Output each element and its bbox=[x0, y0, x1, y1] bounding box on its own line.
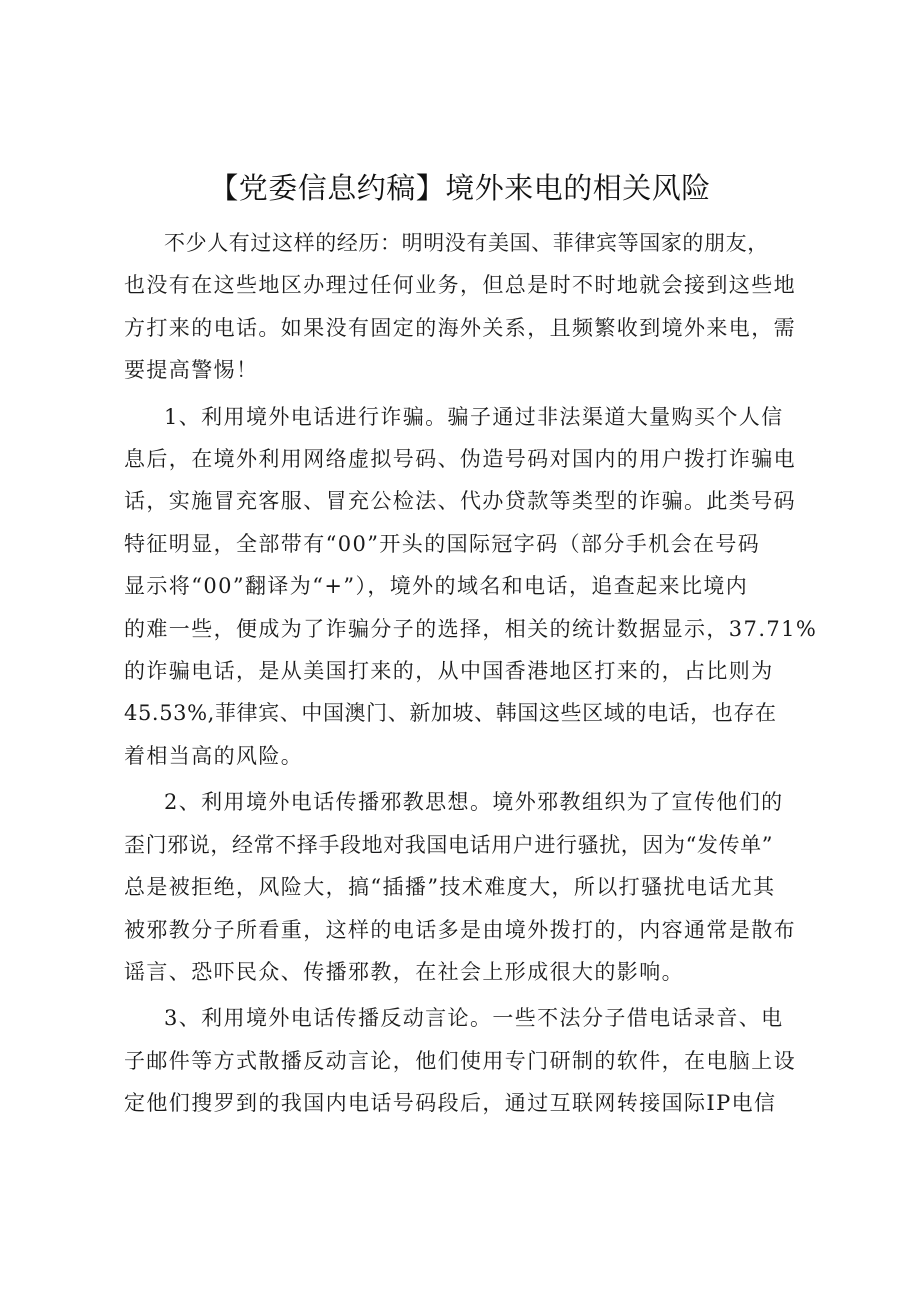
text-line: 谣言、恐吓民众、传播邪教，在社会上形成很大的影响。 bbox=[124, 959, 684, 984]
paragraph-intro bbox=[124, 222, 814, 392]
paragraph-propaganda bbox=[124, 997, 814, 1124]
text-line: 不少人有过这样的经历：明明没有美国、菲律宾等国家的朋友， bbox=[164, 231, 769, 255]
text-line: 定他们搜罗到的我国内电话号码段后，通过互联网转接国际IP电信 bbox=[124, 1091, 777, 1116]
text-line: 总是被拒绝，风险大，搞“插播”技术难度大，所以打骚扰电话尤其 bbox=[124, 875, 776, 900]
text-line: 要提高警惕！ bbox=[124, 358, 259, 383]
text-line: 话，实施冒充客服、冒充公检法、代办贷款等类型的诈骗。此类号码 bbox=[124, 489, 796, 514]
text-line: 方打来的电话。如果没有固定的海外关系，且频繁收到境外来电，需 bbox=[124, 315, 796, 340]
text-line: 息后，在境外利用网络虚拟号码、伪造号码对国内的用户拨打诈骗电 bbox=[124, 447, 796, 472]
text-line: 的诈骗电话，是从美国打来的，从中国香港地区打来的，占比则为 bbox=[124, 659, 774, 684]
text-line: 45.53%,菲律宾、中国澳门、新加坡、韩国这些区域的电话，也存在 bbox=[124, 701, 777, 726]
text-line: 也没有在这些地区办理过任何业务，但总是时不时地就会接到这些地 bbox=[124, 273, 796, 298]
document-title: 【党委信息约稿】境外来电的相关风险 bbox=[209, 171, 711, 205]
text-line: 的难一些，便成为了诈骗分子的选择，相关的统计数据显示，37.71% bbox=[124, 616, 818, 641]
text-line: 3、利用境外电话传播反动言论。一些不法分子借电话录音、电 bbox=[164, 1006, 784, 1031]
paragraph-cult bbox=[124, 781, 814, 993]
text-line: 子邮件等方式散播反动言论，他们使用专门研制的软件，在电脑上设 bbox=[124, 1048, 796, 1073]
document-body bbox=[124, 222, 818, 1129]
text-line: 显示将“00”翻译为“+”），境外的域名和电话，追查起来比境内 bbox=[124, 574, 749, 599]
text-line: 特征明显，全部带有“00”开头的国际冠字码（部分手机会在号码 bbox=[124, 531, 761, 556]
paragraph-fraud bbox=[124, 396, 818, 778]
text-line: 着相当高的风险。 bbox=[124, 743, 304, 768]
text-line: 被邪教分子所看重，这样的电话多是由境外拨打的，内容通常是散布 bbox=[124, 917, 796, 942]
text-line: 歪门邪说，经常不择手段地对我国电话用户进行骚扰，因为“发传单” bbox=[124, 832, 774, 857]
text-line: 2、利用境外电话传播邪教思想。境外邪教组织为了宣传他们的 bbox=[164, 790, 784, 815]
text-line: 1、利用境外电话进行诈骗。骗子通过非法渠道大量购买个人信 bbox=[164, 404, 784, 429]
